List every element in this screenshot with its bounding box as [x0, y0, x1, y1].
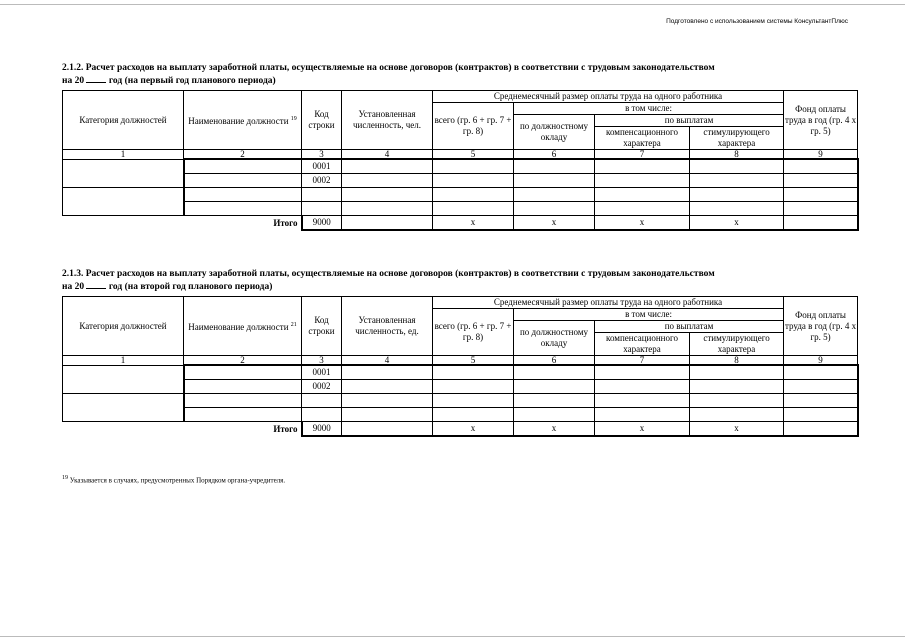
- section-title-prefix: на 20: [62, 76, 85, 86]
- cell-fund[interactable]: [784, 365, 858, 380]
- cell-name[interactable]: [184, 394, 302, 408]
- cell-salary[interactable]: [514, 159, 595, 174]
- col-number: 1: [63, 356, 184, 366]
- cell-code: 0001: [302, 159, 342, 174]
- total-comp: х: [595, 422, 690, 437]
- cell-fund[interactable]: [784, 408, 858, 422]
- col-number: 5: [433, 356, 514, 366]
- total-total: х: [433, 422, 514, 437]
- cell-code[interactable]: [302, 408, 342, 422]
- col-number: 4: [342, 356, 433, 366]
- cell-fund[interactable]: [784, 159, 858, 174]
- col-code: Код строки: [302, 91, 342, 150]
- cell-salary[interactable]: [514, 408, 595, 422]
- col-name: Наименование должности $^{21}$: [184, 297, 302, 356]
- cell-count[interactable]: [342, 174, 433, 188]
- col-payments: по выплатам: [595, 115, 784, 127]
- col-number: 3: [302, 356, 342, 366]
- cell-category[interactable]: [63, 394, 184, 422]
- total-label: Итого: [63, 216, 302, 231]
- cell-comp[interactable]: [595, 174, 690, 188]
- col-avg: Среднемесячный размер оплаты труда на одного работника: [433, 91, 784, 103]
- total-fund[interactable]: [784, 422, 858, 437]
- col-number: 3: [302, 150, 342, 160]
- col-count: Установленная численность, ед.: [342, 297, 433, 356]
- cell-count[interactable]: [342, 365, 433, 380]
- cell-total[interactable]: [433, 380, 514, 394]
- cell-code[interactable]: [302, 394, 342, 408]
- col-number: 7: [595, 150, 690, 160]
- cell-fund[interactable]: [784, 188, 858, 202]
- cell-comp[interactable]: [595, 159, 690, 174]
- footnote-text: Указывается в случаях, предусмотренных Порядком органа-учредителя.: [69, 476, 286, 485]
- total-stim: х: [690, 422, 784, 437]
- cell-salary[interactable]: [514, 365, 595, 380]
- cell-stim[interactable]: [690, 394, 784, 408]
- cell-total[interactable]: [433, 394, 514, 408]
- cell-code: 0001: [302, 365, 342, 380]
- cell-comp[interactable]: [595, 380, 690, 394]
- col-number: 4: [342, 150, 433, 160]
- cell-comp[interactable]: [595, 202, 690, 216]
- cell-name[interactable]: [184, 188, 302, 202]
- cell-comp[interactable]: [595, 408, 690, 422]
- col-number: 2: [184, 150, 302, 160]
- section-title-line1: 2.1.3. Расчет расходов на выплату заработной платы, осуществляемые на основе договоров (контрактов) в соответствии с трудовым законодательством: [62, 269, 715, 279]
- cell-name[interactable]: [184, 202, 302, 216]
- cell-count[interactable]: [342, 408, 433, 422]
- page-header: Подготовлено с использованием системы КонсультантПлюс: [666, 18, 848, 25]
- bottom-border-line: [0, 636, 905, 637]
- total-stim: х: [690, 216, 784, 231]
- col-number: 2: [184, 356, 302, 366]
- top-border-line: [0, 4, 905, 5]
- cell-category[interactable]: [63, 365, 184, 394]
- total-count[interactable]: [342, 422, 433, 437]
- col-including: в том числе:: [514, 309, 784, 321]
- cell-stim[interactable]: [690, 174, 784, 188]
- total-count[interactable]: [342, 216, 433, 231]
- cell-total[interactable]: [433, 159, 514, 174]
- cell-name[interactable]: [184, 159, 302, 174]
- section-title: [62, 62, 857, 87]
- total-fund[interactable]: [784, 216, 858, 231]
- section-title-suffix: год (на второй год планового периода): [108, 282, 273, 292]
- col-fund: Фонд оплаты труда в год (гр. 4 х гр. 5): [784, 297, 858, 356]
- cell-name[interactable]: [184, 408, 302, 422]
- year-blank[interactable]: [86, 74, 106, 83]
- cell-comp[interactable]: [595, 394, 690, 408]
- col-including: в том числе:: [514, 103, 784, 115]
- col-avg: Среднемесячный размер оплаты труда на одного работника: [433, 297, 784, 309]
- col-comp: компенсационного характера: [595, 127, 690, 150]
- cell-code[interactable]: [302, 202, 342, 216]
- cell-stim[interactable]: [690, 380, 784, 394]
- section-title-line1: 2.1.2. Расчет расходов на выплату заработной платы, осуществляемые на основе договоров (контрактов) в соответствии с трудовым законодательством: [62, 63, 715, 73]
- cell-total[interactable]: [433, 202, 514, 216]
- total-code: 9000: [302, 216, 342, 231]
- cell-stim[interactable]: [690, 202, 784, 216]
- col-number: 6: [514, 356, 595, 366]
- cell-code: 0002: [302, 380, 342, 394]
- cell-total[interactable]: [433, 408, 514, 422]
- salary-table: [62, 296, 859, 437]
- cell-stim[interactable]: [690, 408, 784, 422]
- col-salary: по должностному окладу: [514, 321, 595, 356]
- section-title-suffix: год (на первый год планового периода): [108, 76, 276, 86]
- cell-count[interactable]: [342, 188, 433, 202]
- col-number: 9: [784, 150, 858, 160]
- total-salary: х: [514, 216, 595, 231]
- cell-comp[interactable]: [595, 365, 690, 380]
- col-salary: по должностному окладу: [514, 115, 595, 150]
- cell-fund[interactable]: [784, 202, 858, 216]
- cell-salary[interactable]: [514, 380, 595, 394]
- col-comp: компенсационного характера: [595, 333, 690, 356]
- total-code: 9000: [302, 422, 342, 437]
- cell-name[interactable]: [184, 365, 302, 380]
- cell-code[interactable]: [302, 188, 342, 202]
- section-title-prefix: на 20: [62, 282, 85, 292]
- col-number: 8: [690, 356, 784, 366]
- salary-table: [62, 90, 859, 231]
- cell-category[interactable]: [63, 188, 184, 216]
- cell-count[interactable]: [342, 394, 433, 408]
- cell-salary[interactable]: [514, 394, 595, 408]
- col-category: Категория должностей: [63, 297, 184, 356]
- cell-total[interactable]: [433, 365, 514, 380]
- cell-count[interactable]: [342, 159, 433, 174]
- col-number: 8: [690, 150, 784, 160]
- section-2-1-2: [62, 62, 857, 231]
- col-code: Код строки: [302, 297, 342, 356]
- cell-salary[interactable]: [514, 202, 595, 216]
- footnote-marker: 19: [62, 475, 68, 481]
- year-blank[interactable]: [86, 280, 106, 289]
- cell-count[interactable]: [342, 380, 433, 394]
- col-payments: по выплатам: [595, 321, 784, 333]
- col-stim: стимулирующего характера: [690, 127, 784, 150]
- section-title: [62, 268, 857, 293]
- col-number: 6: [514, 150, 595, 160]
- col-fund: Фонд оплаты труда в год (гр. 4 х гр. 5): [784, 91, 858, 150]
- col-total: всего (гр. 6 + гр. 7 + гр. 8): [433, 103, 514, 150]
- total-salary: х: [514, 422, 595, 437]
- cell-name[interactable]: [184, 380, 302, 394]
- total-total: х: [433, 216, 514, 231]
- col-count: Установленная численность, чел.: [342, 91, 433, 150]
- footnote: [62, 475, 285, 484]
- cell-fund[interactable]: [784, 174, 858, 188]
- cell-stim[interactable]: [690, 365, 784, 380]
- col-number: 1: [63, 150, 184, 160]
- cell-comp[interactable]: [595, 188, 690, 202]
- cell-total[interactable]: [433, 188, 514, 202]
- total-label: Итого: [63, 422, 302, 437]
- col-number: 7: [595, 356, 690, 366]
- section-2-1-3: [62, 268, 857, 437]
- col-number: 9: [784, 356, 858, 366]
- col-number: 5: [433, 150, 514, 160]
- cell-stim[interactable]: [690, 188, 784, 202]
- col-name: Наименование должности $^{19}$: [184, 91, 302, 150]
- cell-count[interactable]: [342, 202, 433, 216]
- cell-stim[interactable]: [690, 159, 784, 174]
- cell-fund[interactable]: [784, 394, 858, 408]
- cell-total[interactable]: [433, 174, 514, 188]
- col-stim: стимулирующего характера: [690, 333, 784, 356]
- cell-salary[interactable]: [514, 174, 595, 188]
- cell-name[interactable]: [184, 174, 302, 188]
- cell-category[interactable]: [63, 159, 184, 188]
- total-comp: х: [595, 216, 690, 231]
- cell-code: 0002: [302, 174, 342, 188]
- cell-fund[interactable]: [784, 380, 858, 394]
- col-category: Категория должностей: [63, 91, 184, 150]
- cell-salary[interactable]: [514, 188, 595, 202]
- col-total: всего (гр. 6 + гр. 7 + гр. 8): [433, 309, 514, 356]
